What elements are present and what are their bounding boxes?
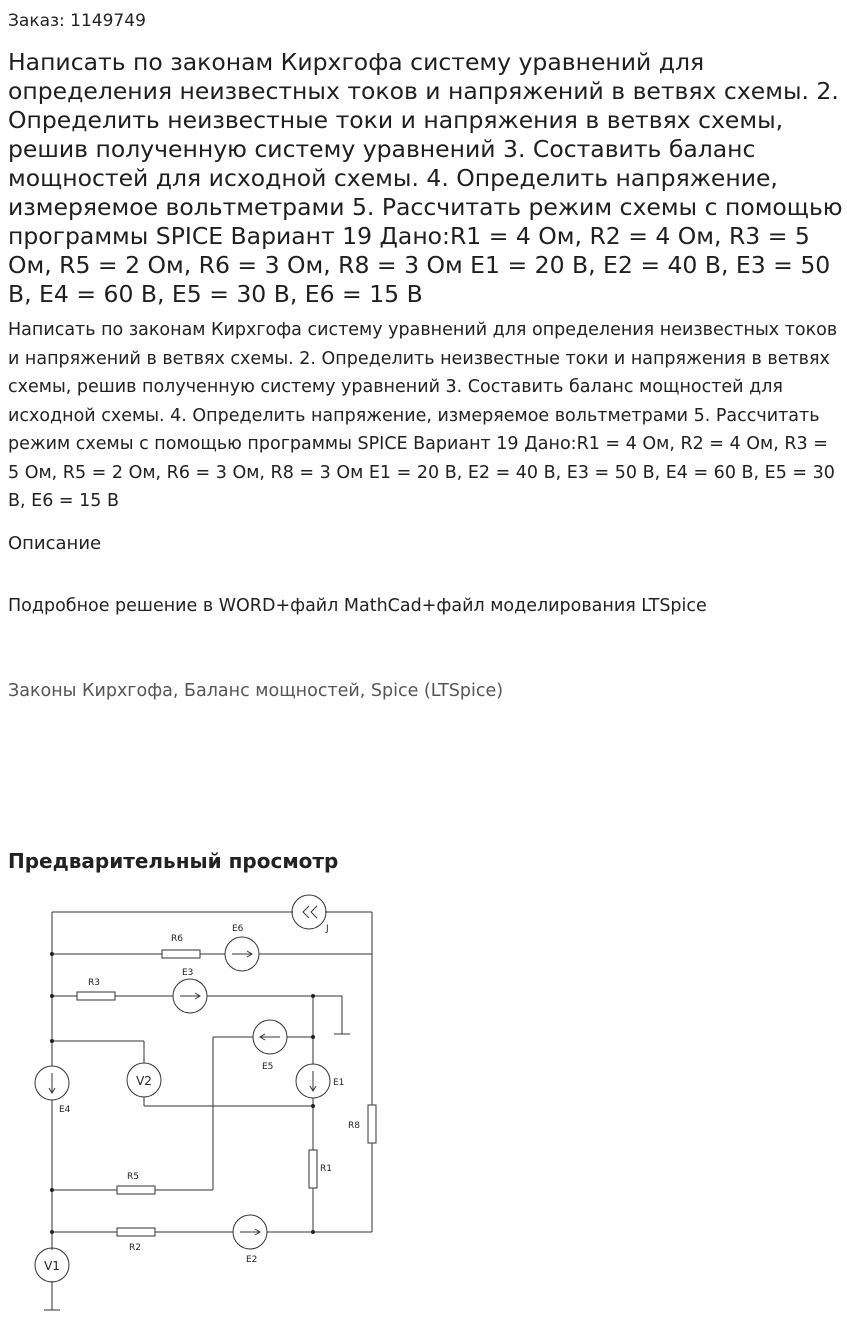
label-v2: V2 xyxy=(136,1074,152,1088)
description-text: Подробное решение в WORD+файл MathCad+файл моделирования LTSpice xyxy=(8,596,707,616)
current-source-j-icon xyxy=(292,895,326,929)
label-r8: R8 xyxy=(348,1121,360,1131)
label-r3: R3 xyxy=(88,978,100,988)
label-r5: R5 xyxy=(127,1172,139,1182)
label-r1: R1 xyxy=(320,1164,332,1174)
label-e3: E3 xyxy=(182,968,194,978)
label-e4: E4 xyxy=(59,1105,71,1115)
label-e5: E5 xyxy=(262,1062,274,1072)
order-number: Заказ: 1149749 xyxy=(8,11,146,31)
description-label: Описание xyxy=(8,533,102,554)
label-v1: V1 xyxy=(44,1259,60,1273)
label-e6: E6 xyxy=(232,924,244,934)
preview-heading: Предварительный просмотр xyxy=(8,849,339,873)
circuit-schematic xyxy=(0,880,400,1320)
page-title: Написать по законам Кирхгофа систему уравнений для определения неизвестных токов и напряжений в ветвях схемы. 2. Определить неизвестные токи и напряжения в ветвях схемы, решив полученную систему уравнений 3. Составить баланс мощностей для исходной схемы. 4. Определить напряжение, измеряемое вольтметрами 5. Рассчитать режим схемы с помощью программы SPICE Вариант 19 Дано:R1 = 4 Ом, R2 = 4 Ом, R3 = 5 Ом, R5 = 2 Ом, R6 = 3 Ом, R8 = 3 Ом E1 = 20 В, E2 = 40 В, E3 = 50 В, E4 = 60 В, E5 = 30 В, E6 = 15 В xyxy=(8,48,843,308)
label-r2: R2 xyxy=(129,1243,141,1253)
label-e2: E2 xyxy=(246,1255,258,1265)
label-j: J xyxy=(326,924,329,934)
label-e1: E1 xyxy=(333,1078,345,1088)
label-r6: R6 xyxy=(171,934,183,944)
short-description: Написать по законам Кирхгофа систему уравнений для определения неизвестных токов и напряжений в ветвях схемы. 2. Определить неизвестные токи и напряжения в ветвях схемы, решив полученную систему уравнений 3. Составить баланс мощностей для исходной схемы. 4. Определить напряжение, измеряемое вольтметрами 5. Рассчитать режим схемы с помощью программы SPICE Вариант 19 Дано:R1 = 4 Ом, R2 = 4 Ом, R3 = 5 Ом, R5 = 2 Ом, R6 = 3 Ом, R8 = 3 Ом E1 = 20 В, E2 = 40 В, E3 = 50 В, E4 = 60 В, E5 = 30 В, E6 = 15 В xyxy=(8,320,838,511)
tags-list: Законы Кирхгофа, Баланс мощностей, Spice (LTSpice) xyxy=(8,681,504,701)
